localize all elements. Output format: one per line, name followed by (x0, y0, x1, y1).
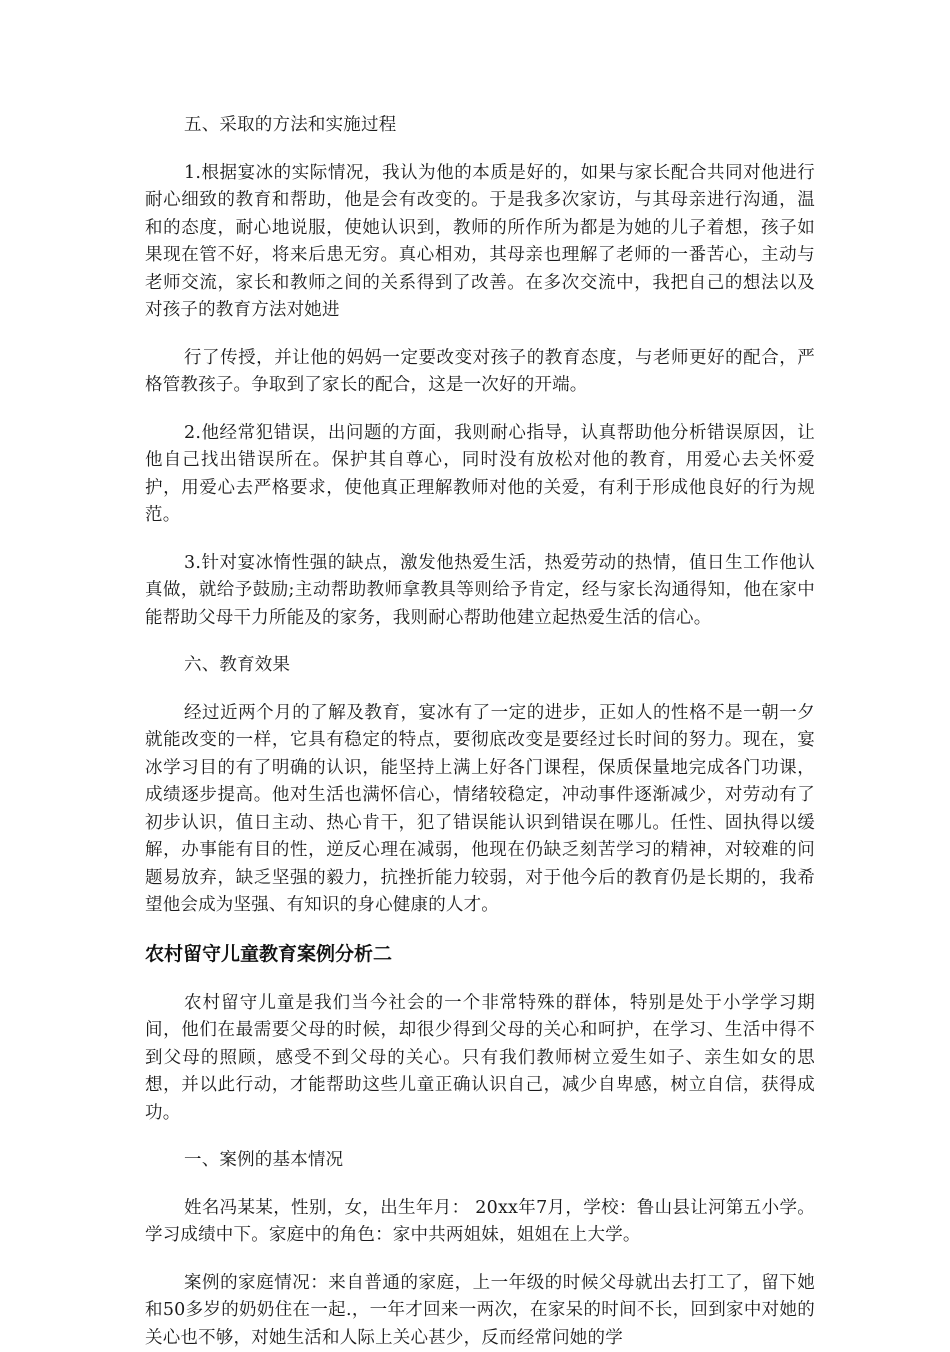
paragraph: 2.他经常犯错误，出问题的方面，我则耐心指导，认真帮助他分析错误原因，让他自己找出错误所在。保护其自尊心，同时没有放松对他的教育，用爱心去关怀爱护，用爱心去严格要求，使他真正理解教师对他的关爱，有利于形成他良好的行为规范。 (145, 420, 815, 530)
paragraph: 姓名冯某某，性别，女，出生年月： 20xx年7月，学校：鲁山县让河第五小学。学习成绩中下。家庭中的角色：家中共两姐妹，姐姐在上大学。 (145, 1195, 815, 1250)
paragraph: 1.根据宴冰的实际情况，我认为他的本质是好的，如果与家长配合共同对他进行耐心细致的教育和帮助，他是会有改变的。于是我多次家访，与其母亲进行沟通，温和的态度，耐心地说服，使她认识到，教师的所作所为都是为她的儿子着想，孩子如果现在管不好，将来后患无穷。真心相劝，其母亲也理解了老师的一番苦心，主动与老师交流，家长和教师之间的关系得到了改善。在多次交流中，我把自己的想法以及对孩子的教育方法对她进 (145, 160, 815, 325)
paragraph: 3.针对宴冰惰性强的缺点，激发他热爱生活，热爱劳动的热情，值日生工作他认真做，就给予鼓励;主动帮助教师拿教具等则给予肯定，经与家长沟通得知，他在家中能帮助父母干力所能及的家务，我则耐心帮助他建立起热爱生活的信心。 (145, 550, 815, 633)
paragraph: 农村留守儿童是我们当今社会的一个非常特殊的群体，特别是处于小学学习期间，他们在最需要父母的时候，却很少得到父母的关心和呵护，在学习、生活中得不到父母的照顾，感受不到父母的关心。只有我们教师树立爱生如子、亲生如女的思想，并以此行动，才能帮助这些儿童正确认识自己，减少自卑感，树立自信，获得成功。 (145, 990, 815, 1128)
document-page (145, 112, 815, 1352)
article-title: 农村留守儿童教育案例分析二 (145, 940, 815, 968)
paragraph: 经过近两个月的了解及教育，宴冰有了一定的进步，正如人的性格不是一朝一夕就能改变的一样，它具有稳定的特点，要彻底改变是要经过长时间的努力。现在，宴冰学习目的有了明确的认识，能坚持上满上好各门课程，保质保量地完成各门功课，成绩逐步提高。他对生活也满怀信心，情绪较稳定，冲动事件逐渐减少，对劳动有了初步认识，值日主动、热心肯干，犯了错误能认识到错误在哪儿。任性、固执得以缓解，办事能有目的性，逆反心理在减弱，他现在仍缺乏刻苦学习的精神，对较难的问题易放弃，缺乏坚强的毅力，抗挫折能力较弱，对于他今后的教育仍是长期的，我希望他会成为坚强、有知识的身心健康的人才。 (145, 700, 815, 920)
section-heading-basic-info: 一、案例的基本情况 (145, 1147, 815, 1175)
section-heading-methods: 五、采取的方法和实施过程 (145, 112, 815, 140)
section-heading-effects: 六、教育效果 (145, 652, 815, 680)
paragraph: 案例的家庭情况：来自普通的家庭，上一年级的时候父母就出去打工了，留下她和50多岁的奶奶住在一起.，一年才回来一两次，在家呆的时间不长，回到家中对她的关心也不够，对她生活和人际上关心甚少，反而经常问她的学 (145, 1270, 815, 1352)
paragraph: 行了传授，并让他的妈妈一定要改变对孩子的教育态度，与老师更好的配合，严格管教孩子。争取到了家长的配合，这是一次好的开端。 (145, 345, 815, 400)
